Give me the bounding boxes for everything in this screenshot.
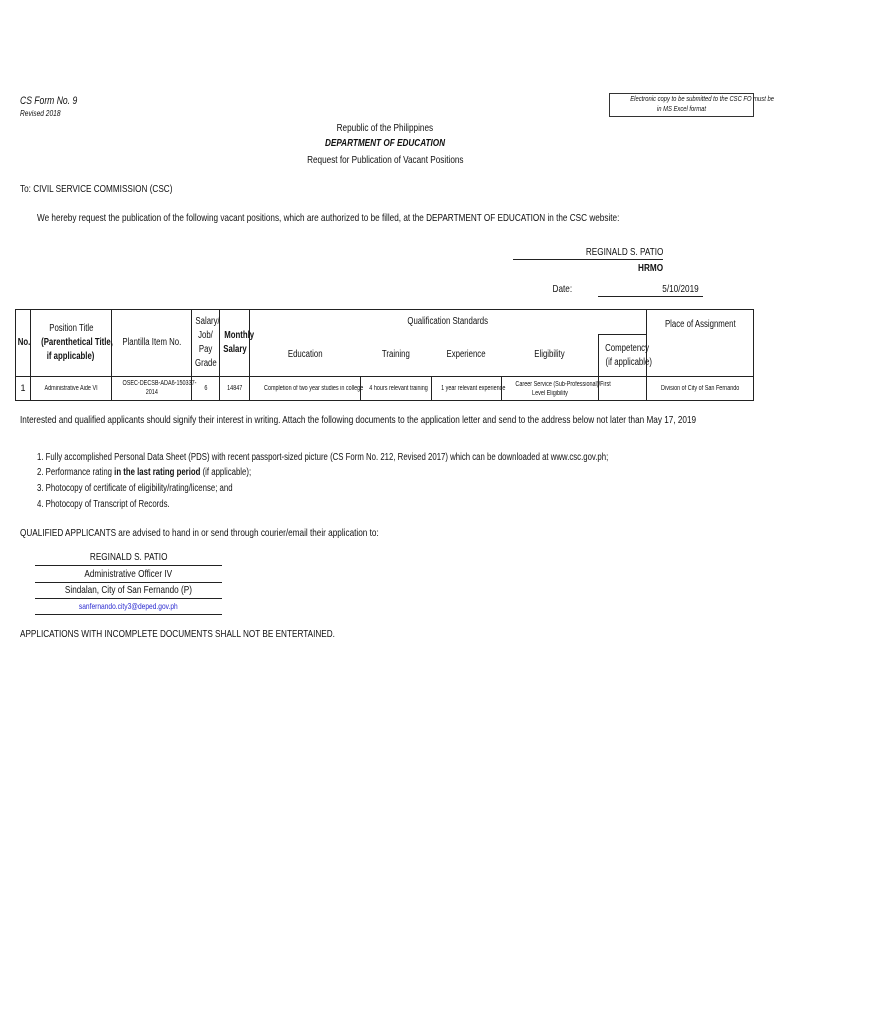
- form-number: CS Form No. 9: [20, 95, 78, 107]
- requirement-item: 4. Photocopy of Transcript of Records.: [37, 499, 170, 510]
- request-statement: We hereby request the publication of the following vacant positions, which are authorized to be filled, at the DEPARTMENT OF EDUCATION in the CSC website:: [37, 212, 620, 224]
- header-training: Training: [361, 335, 432, 377]
- electronic-copy-note: Electronic copy to be submitted to the CSC FO must be in MS Excel format: [609, 93, 754, 117]
- signatory-name: REGINALD S. PATIO: [585, 246, 663, 258]
- submission-instructions: Interested and qualified applicants should signify their interest in writing. Attach the following documents to the application letter and send to the address below not later than May 17, 2019: [20, 414, 697, 426]
- signature-line: [513, 259, 663, 260]
- row-experience: 1 year relevant experience: [432, 377, 502, 401]
- requirement-item: 2. Performance rating in the last rating period (if applicable);: [37, 467, 252, 478]
- header-no: No.: [16, 310, 31, 377]
- department-heading: DEPARTMENT OF EDUCATION: [324, 137, 446, 149]
- header-monthly-salary: Monthly Salary: [220, 310, 250, 377]
- row-education: Completion of two year studies in college: [250, 377, 361, 401]
- address-divider: [35, 614, 222, 615]
- vacancy-table: [15, 309, 754, 401]
- address-divider: [35, 582, 222, 583]
- header-place-of-assignment: Place of Assignment: [647, 310, 754, 377]
- address-divider: [35, 565, 222, 566]
- row-salary-grade: 6: [192, 377, 220, 401]
- row-eligibility: Career Service (Sub-Professional)/First Level Eligibility: [502, 377, 599, 401]
- row-position: Administrative Aide VI: [31, 377, 112, 401]
- header-eligibility: Eligibility: [502, 335, 599, 377]
- address-name: REGINALD S. PATIO: [89, 551, 168, 563]
- address-place: Sindalan, City of San Fernando (P): [64, 584, 193, 596]
- requirement-item: 1. Fully accomplished Personal Data Sheet (PDS) with recent passport-sized picture (CS Form No. 212, Revised 2017) which can be downloaded at www.csc.gov.ph;: [37, 452, 609, 463]
- requirement-item: 3. Photocopy of certificate of eligibility/rating/license; and: [37, 483, 233, 494]
- header-position-title: Position Title (Parenthetical Title, if applicable): [31, 310, 112, 377]
- date-value: 5/10/2019: [662, 283, 699, 295]
- header-plantilla-item: Plantilla Item No.: [112, 310, 192, 377]
- row-training: 4 hours relevant training: [361, 377, 432, 401]
- signatory-title: HRMO: [637, 262, 663, 274]
- header-experience: Experience: [432, 335, 502, 377]
- addressee-line: To: CIVIL SERVICE COMMISSION (CSC): [20, 183, 173, 195]
- row-monthly-salary: 14847: [220, 377, 250, 401]
- email-link[interactable]: sanfernando.city3@deped.gov.ph: [79, 601, 178, 611]
- qualified-applicants-note: QUALIFIED APPLICANTS are advised to hand in or send through courier/email their application to:: [20, 527, 379, 539]
- date-underline: [598, 296, 703, 297]
- incomplete-warning: APPLICATIONS WITH INCOMPLETE DOCUMENTS SHALL NOT BE ENTERTAINED.: [20, 628, 335, 640]
- header-education: Education: [250, 335, 361, 377]
- address-title: Administrative Officer IV: [84, 568, 173, 580]
- form-revision: Revised 2018: [20, 108, 61, 118]
- header-qualification-standards: Qualification Standards: [250, 310, 647, 335]
- table-row: [16, 377, 754, 401]
- header-salary-grade: Salary/ Job/ Pay Grade: [192, 310, 220, 377]
- row-place: Division of City of San Fernando: [647, 377, 754, 401]
- date-label: Date:: [552, 283, 572, 295]
- request-heading: Request for Publication of Vacant Positions: [306, 154, 464, 166]
- header-competency: Competency (if applicable): [599, 335, 647, 377]
- row-no: 1: [16, 377, 31, 401]
- row-plantilla: OSEC-DECSB-ADA6-150337- 2014: [112, 377, 192, 401]
- address-divider: [35, 598, 222, 599]
- republic-heading: Republic of the Philippines: [336, 122, 434, 134]
